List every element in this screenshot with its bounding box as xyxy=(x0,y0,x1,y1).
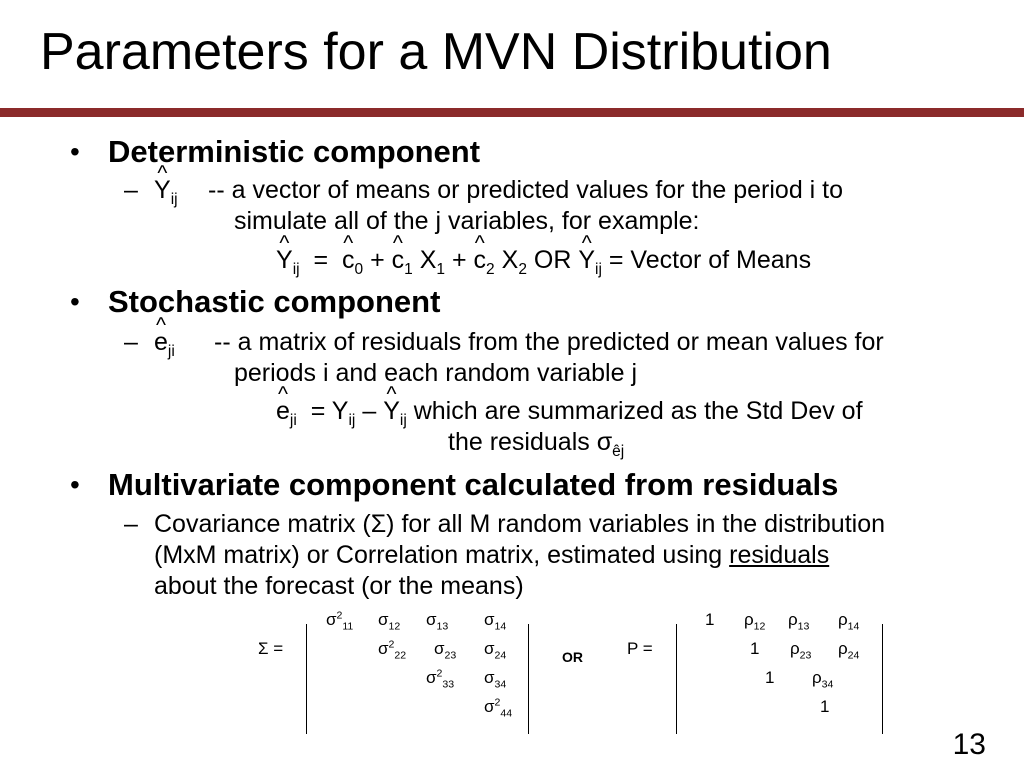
sigma-24: $\sigma_{24}$ xyxy=(484,639,507,662)
title-divider xyxy=(0,108,1024,117)
dash-icon: – xyxy=(124,510,138,538)
rho-matrix-label: P = xyxy=(627,639,653,658)
rho-34: $\rho_{34}$ xyxy=(812,668,834,691)
stochastic-equation: ^ $e_{ji} = Y_{ij}$ – ^ $Y_{ij}$ which are summarized as the Std Dev of xyxy=(276,397,863,426)
stochastic-desc-line1: -- a matrix of residuals from the predicted or mean values for xyxy=(214,328,884,356)
or-label: OR xyxy=(562,649,583,665)
stochastic-desc-line2: periods i and each random variable j xyxy=(234,359,638,387)
heading-multivariate: Multivariate component calculated from residuals xyxy=(108,467,839,502)
rho-24: $\rho_{24}$ xyxy=(838,639,860,662)
multivariate-line2: (MxM matrix) or Correlation matrix, estimated using residuals xyxy=(154,541,830,569)
bullet-icon: • xyxy=(70,286,80,317)
deterministic-equation: ^ $Y_{ij}$ = ^ $c_0$ + ^ $c_1$ $X_1$ + ^ $c_2$ $X_2$ OR ^ $Y_{ij}$ = Vector of Means xyxy=(276,246,811,275)
residuals-link[interactable]: residuals xyxy=(729,541,830,569)
sigma-13: $\sigma_{13}$ xyxy=(426,610,449,633)
dash-icon: – xyxy=(124,328,138,356)
bullet-icon: • xyxy=(70,136,80,167)
sigma-14: $\sigma_{14}$ xyxy=(484,610,507,633)
rho-11: 1 xyxy=(705,610,715,629)
heading-stochastic: Stochastic component xyxy=(108,284,441,319)
rho-matrix-right-bar xyxy=(882,624,883,734)
sigma-34: $\sigma_{34}$ xyxy=(484,668,507,691)
rho-14: $\rho_{14}$ xyxy=(838,610,860,633)
rho-23: $\rho_{23}$ xyxy=(790,639,812,662)
deterministic-desc-line2: simulate all of the j variables, for example: xyxy=(234,207,700,235)
sigma-matrix-label: Σ = xyxy=(258,639,284,658)
ehat-symbol: ^ $e_{ji}$ xyxy=(154,328,175,357)
stochastic-equation-line2: the residuals $\sigma_{êj}$ xyxy=(448,428,625,460)
sigma-33: $\sigma^2_{33}$ xyxy=(426,667,455,691)
sigma-matrix-left-bar xyxy=(306,624,307,734)
sigma-12: $\sigma_{12}$ xyxy=(378,610,401,633)
rho-13: $\rho_{13}$ xyxy=(788,610,810,633)
rho-44: 1 xyxy=(820,697,830,716)
multivariate-line1: Covariance matrix (Σ) for all M random variables in the distribution xyxy=(154,510,886,538)
heading-deterministic: Deterministic component xyxy=(108,134,481,169)
rho-22: 1 xyxy=(750,639,760,658)
dash-icon: – xyxy=(124,176,138,204)
rho-12: $\rho_{12}$ xyxy=(744,610,766,633)
rho-33: 1 xyxy=(765,668,775,687)
yhat-symbol: ^ $Y_{ij}$ xyxy=(154,176,178,205)
multivariate-line3: about the forecast (or the means) xyxy=(154,572,524,600)
sigma-44: $\sigma^2_{44}$ xyxy=(484,696,513,720)
sigma-23: $\sigma_{23}$ xyxy=(434,639,457,662)
sigma-22: $\sigma^2_{22}$ xyxy=(378,638,407,662)
page-number: 13 xyxy=(952,728,986,761)
bullet-icon: • xyxy=(70,469,80,500)
sigma-11: $\sigma^2_{11}$ xyxy=(326,609,354,633)
deterministic-desc-line1: -- a vector of means or predicted values for the period i to xyxy=(208,176,844,204)
slide-title: Parameters for a MVN Distribution xyxy=(40,23,832,81)
sigma-matrix-right-bar xyxy=(528,624,529,734)
rho-matrix-left-bar xyxy=(676,624,677,734)
